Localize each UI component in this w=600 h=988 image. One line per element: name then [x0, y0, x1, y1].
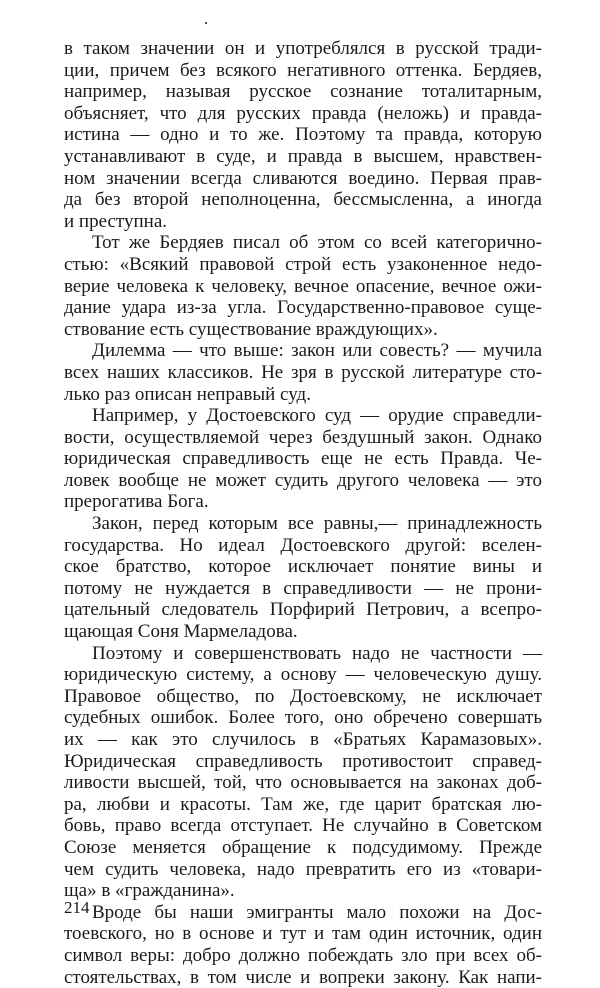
- text-line: стью: «Всякий правовой строй есть узаконенное недо-: [64, 253, 542, 275]
- paragraph: [64, 513, 542, 643]
- paragraph: [64, 643, 542, 902]
- text-line: дание удара из-за угла. Государственно-правовое суще-: [64, 297, 542, 319]
- text-line: ции, причем без всякого негативного оттенка. Бердяев,: [64, 59, 542, 81]
- text-line: истина — одно и то же. Поэтому та правда, которую: [64, 124, 542, 146]
- text-line: их — как это случилось в «Братьях Карамазовых».: [64, 729, 542, 750]
- text-line: Вроде бы наши эмигранты мало похожи на Дос-: [92, 901, 542, 923]
- text-line: стоятельствах, в том числе и вопреки закону. Как напи-: [64, 966, 542, 988]
- text-line: щающая Соня Мармеладова.: [64, 621, 298, 643]
- text-line: вости, осуществляемой через бездушный закон. Однако: [64, 426, 542, 448]
- text-line: Дилемма — что выше: закон или совесть? — мучила: [92, 340, 542, 362]
- text-line: ловек вообще не может судить другого человека — это: [64, 469, 542, 491]
- scan-speck: [205, 22, 207, 24]
- text-line: лько раз описан неправый суд.: [64, 383, 311, 405]
- text-line: потому не нуждается в справедливости — не прони-: [64, 577, 542, 599]
- body-text: [64, 38, 542, 988]
- text-line: Союзе меняется обращение к подсудимому. Прежде: [64, 836, 542, 858]
- text-line: Тот же Бердяев писал об этом со всей категорично-: [92, 232, 542, 254]
- text-line: Закон, перед которым все равны,— принадлежность: [92, 513, 542, 535]
- text-line: всех наших классиков. Не зря в русской литературе сто-: [64, 361, 542, 383]
- text-line: да без второй неполноценна, бессмысленна, а иногда: [64, 189, 542, 211]
- text-line: Юридическая справедливость противостоит справед-: [64, 750, 542, 772]
- text-line: Например, у Достоевского суд — орудие справедли-: [92, 405, 542, 427]
- text-line: и преступна.: [64, 210, 167, 232]
- text-line: государства. Но идеал Достоевского другой: вселен-: [64, 534, 542, 556]
- text-line: бовь, право всегда отступает. Не случайно в Советском: [64, 815, 542, 837]
- paragraph: [64, 232, 542, 340]
- text-line: символ веры: добро должно побеждать зло при всех об-: [64, 944, 542, 966]
- text-line: ствование есть существование враждующих».: [64, 318, 438, 340]
- paragraph: [64, 405, 542, 513]
- page-number: 214: [64, 898, 90, 917]
- paragraph: [64, 340, 542, 405]
- text-line: ном значении всегда сливаются воедино. Первая прав-: [64, 167, 542, 189]
- text-line: чем судить человека, надо превратить его из «товари-: [64, 858, 542, 880]
- paragraph: [64, 38, 542, 232]
- text-line: в таком значении он и употреблялся в русской тради-: [64, 38, 542, 59]
- text-line: Поэтому и совершенствовать надо не частности —: [92, 642, 542, 664]
- text-line: Правовое общество, по Достоевскому, не исключает: [64, 685, 542, 707]
- text-line: например, называя русское сознание тоталитарным,: [64, 81, 542, 103]
- text-line: тоевского, но в основе и тут и там один источник, один: [64, 923, 542, 945]
- text-line: ское братство, которое исключает понятие вины и: [64, 556, 542, 578]
- text-line: юридическую систему, а основу — человеческую душу.: [64, 664, 542, 686]
- text-line: судебных ошибок. Более того, оно обречено совершать: [64, 707, 542, 729]
- text-line: юридическая справедливость еще не есть Правда. Че-: [64, 448, 542, 470]
- text-line: ра, любви и красоты. Там же, где царит братская лю-: [64, 793, 542, 815]
- text-line: устанавливают в суде, и правда в высшем, нравствен-: [64, 145, 542, 167]
- text-line: ща» в «гражданина».: [64, 880, 235, 902]
- text-line: прерогатива Бога.: [64, 491, 209, 513]
- text-line: объясняет, что для русских правда (неложь) и правда-: [64, 102, 542, 124]
- text-line: цательный следователь Порфирий Петрович, а всепро-: [64, 599, 542, 621]
- text-line: ливости высшей, той, что основывается на законах доб-: [64, 772, 542, 794]
- text-line: верие человека к человеку, вечное опасение, вечное ожи-: [64, 275, 542, 297]
